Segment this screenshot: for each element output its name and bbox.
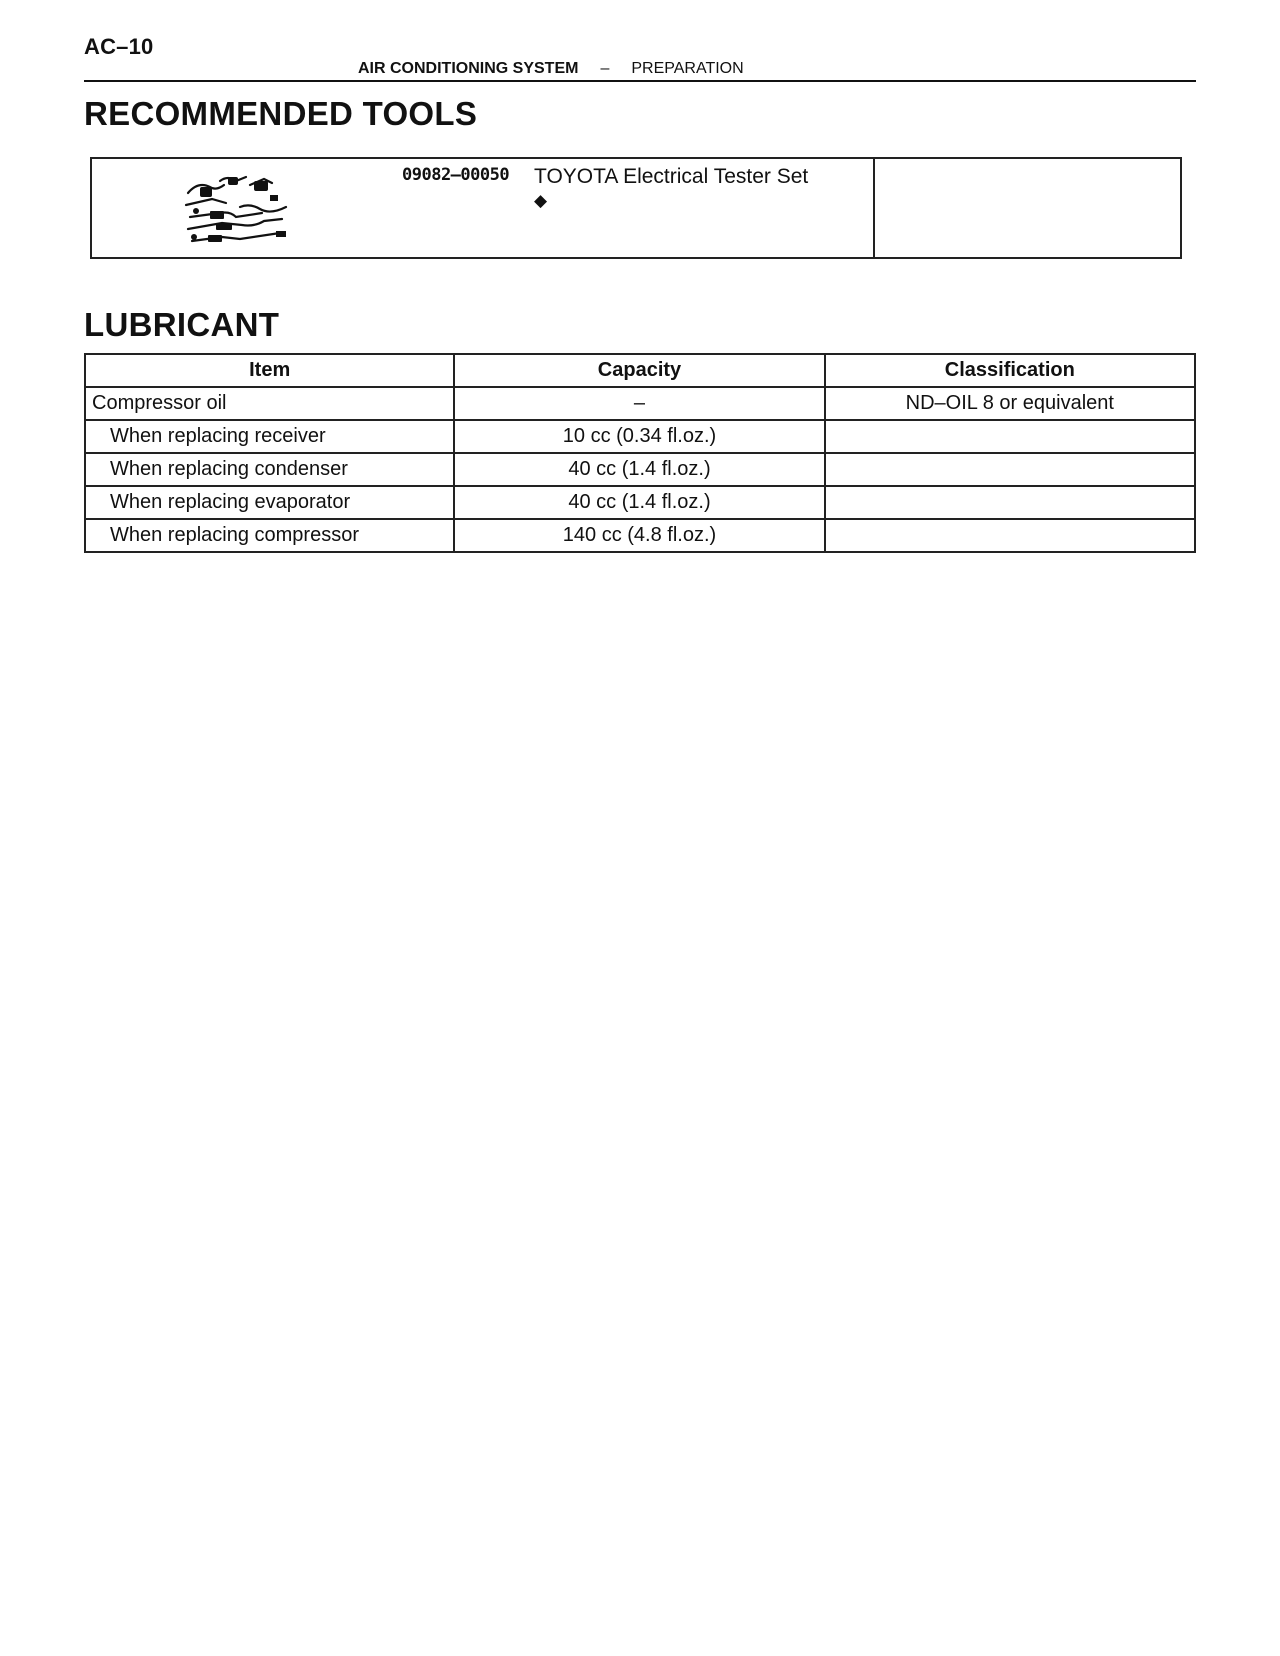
column-header-capacity: Capacity (454, 354, 824, 387)
cell-item: Compressor oil (85, 387, 454, 420)
column-header-item: Item (85, 354, 454, 387)
header-section: PREPARATION (631, 60, 744, 77)
table-row (85, 519, 1195, 552)
header-separator: – (600, 60, 610, 77)
cell-item: When replacing condenser (85, 453, 454, 486)
cell-classification (825, 420, 1195, 453)
lubricant-table (84, 353, 1196, 553)
cell-capacity: 40 cc (1.4 fl.oz.) (454, 486, 824, 519)
cell-capacity: – (454, 387, 824, 420)
table-row (85, 453, 1195, 486)
cell-item: When replacing compressor (85, 519, 454, 552)
tool-part-number: 09082–00050 (402, 165, 510, 185)
table-row (85, 387, 1195, 420)
tool-diamond-mark: ◆ (534, 191, 548, 210)
header-system: AIR CONDITIONING SYSTEM (358, 60, 579, 77)
header-rule (84, 80, 1196, 82)
running-header (358, 60, 744, 78)
recommended-tools-title: RECOMMENDED TOOLS (84, 95, 478, 132)
page-code: AC–10 (84, 34, 154, 59)
lubricant-title: LUBRICANT (84, 306, 280, 343)
cell-classification: ND–OIL 8 or equivalent (825, 387, 1195, 420)
table-header-row (85, 354, 1195, 387)
electrical-tester-set-illustration (180, 171, 300, 251)
cell-classification (825, 453, 1195, 486)
tool-name: TOYOTA Electrical Tester Set (534, 165, 809, 188)
cell-item: When replacing evaporator (85, 486, 454, 519)
tool-box (90, 157, 1182, 259)
cell-capacity: 40 cc (1.4 fl.oz.) (454, 453, 824, 486)
column-header-classification: Classification (825, 354, 1195, 387)
cell-capacity: 10 cc (0.34 fl.oz.) (454, 420, 824, 453)
cell-classification (825, 519, 1195, 552)
cell-capacity: 140 cc (4.8 fl.oz.) (454, 519, 824, 552)
cell-classification (825, 486, 1195, 519)
cell-item: When replacing receiver (85, 420, 454, 453)
table-row (85, 420, 1195, 453)
tool-box-divider (873, 159, 875, 257)
table-row (85, 486, 1195, 519)
